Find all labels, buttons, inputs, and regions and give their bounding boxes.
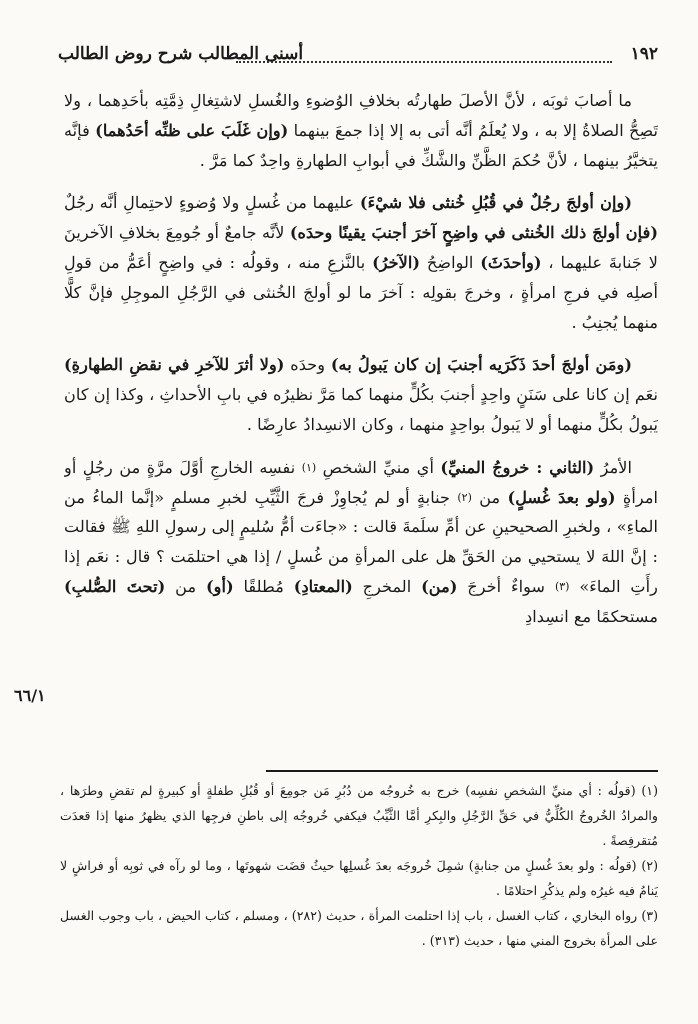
footnote-reference: (١) [301,460,317,474]
footnote-reference: (٢) [457,490,472,504]
footnote-reference: (٣) [554,579,570,593]
text-run: ما أصابَ ثوبَه ، لأنَّ الأصلَ طهارتُه بخلافِ الوُضوءِ والغُسلِ لاشتِغالِ ذِمَّتِه بأحَدِهما ، ولا تَصِحُّ الصلاةُ إلا به ، ولا يُعلَمُ أنَّه أتى به إلا إذا جمعَ بينهما [64,91,658,140]
bold-text-run: (الثاني : خروجُ المنيِّ) [440,457,595,477]
bold-text-run: (وإن أولجَ رجُلٌ في قُبُلِ خُنثى فلا شيْءَ) [359,193,632,213]
bold-text-run: (فإن أولجَ ذلك الخُنثى في واضِحٍ آخرَ أجنبَ يقينًا وحدَه) [289,223,658,243]
text-run: الواضِحُ [420,252,481,272]
text-run: فإنَّه يتخيَّرُ بينهما ، لأنَّ حُكمَ الظَّنِّ والشَّكِّ في أبوابِ الطهارةِ واحِدٌ كما مَرَّ . [64,120,658,170]
text-run: سواءٌ أخرجَ [457,576,555,596]
bold-text-run: (أو) [205,576,234,596]
page-number: ١٩٢ [630,44,658,64]
text-run: نفسِه الخارجِ أوَّلَ مرَّةٍ من رجُلٍ أو امرأةٍ [64,457,658,507]
footnote-separator [266,770,658,772]
text-run: عليهما من غُسلٍ ولا وُضوءٍ لاحتِمالِ أنَّه رجُلٌ [64,193,360,213]
paragraph-4 [64,453,658,632]
text-run: وحدَه [284,355,331,375]
running-header [58,44,658,70]
text-run: أي منيِّ الشخصِ [316,457,441,477]
footnotes [60,778,658,1014]
text-run: مستحكمًا مع انسِدادِ [525,606,658,626]
bold-text-run: (ومَن أولجَ أحدَ ذَكَرَيه أجنبَ إن كان يَبولُ به) [330,355,632,375]
bold-text-run: (وإن غَلَبَ على ظنِّه أحَدُهما) [95,120,289,140]
bold-text-run: (ولا أثرَ للآخرِ في نقضِ الطهارةِ) [64,355,285,375]
bold-text-run: (من) [421,576,458,596]
footnote-1 [60,778,658,853]
running-title: أسنى المطالب شرح روض الطالب [58,44,304,64]
text-run: جنابةٍ أو لم يُجاوِزْ فرجَ الثَّيِّبِ لخبرِ مسلمٍ «إنَّما الماءُ من الماءِ» ، ولخبرِ الصحيحينِ عن أمِّ سلَمةَ قالت : «جاءَت أمُّ سُليمٍ إلى رسولِ اللهِ ﷺ فقالت : إنَّ اللهَ لا يستحيي من الحَقِّ هل على المرأةِ من غُسلٍ / إذا هي احتلمَت ؟ قال : نعَم إذا رأَتِ الماءَ» [64,487,658,596]
footnote-text: (قولُه : ولو بعدَ غُسلٍ من جنابةٍ) شمِلَ خُروجَه بعدَ غُسلِها حيثُ قضَت شهوتَها ، وما لو رآه في ثوبِه أو فراشٍ لا يَنامُ فيه غيرُه ولم يذكُرِ احتلامًا . [60,858,658,898]
paragraph-2 [64,188,658,337]
paragraph-3 [64,350,658,439]
bold-text-run: (المعتادِ) [293,576,353,596]
manuscript-folio-note: ٦٦/١ [14,686,46,705]
text-run: من [165,576,206,596]
footnote-text: رواه البخاري ، كتاب الغسل ، باب إذا احتلمت المرأة ، حديث (٢٨٢) ، ومسلم ، كتاب الحيض ، باب وجوب الغسل على المرأة بخروج المني منها ، حديث (٣١٣) . [60,908,658,948]
paragraph-1 [64,86,658,175]
text-run: لأنَّه جامعٌ أو جُومِعَ بخلافِ الآخرينَ لا جَنابةَ عليهما ، [64,223,658,272]
bold-text-run: (وأحدَثَ) [480,252,542,272]
text-run: من [471,487,508,507]
footnote-text: (قولُه : أي منيِّ الشخصِ نفسِه) خرج به خُروجُه من دُبُرِ مَن جومِعَ أو قُبُلِ طفلةٍ أو كبيرةٍ لم تقضِ وطرَها ، والمرادُ الخُروجُ الكُلِّيُّ في حَقِّ الرَّجُلِ والبِكرِ أمَّا الثَّيِّبُ فيكفي خُروجُه إلى باطنِ فرجِها الذي يظهرُ منها إذا قعدَت مُتقرفِصةً . [60,783,658,848]
bold-text-run: (الآخرُ) [372,252,421,272]
footnote-number: (١) [641,783,658,798]
text-run: بالنَّزعِ منه ، وقولُه : في واضِحٍ أعَمُّ من قولِ أصلِه في فرجِ امرأةٍ ، وخرجَ بقولِه : آخرَ ما لو أولجَ الخُنثى في الرَّجُلِ الموجِلِ فإنَّ كلًّا منهما يُجنِبُ . [64,252,658,332]
bold-text-run: (تحتَ الصُّلبِ) [64,576,166,596]
bold-text-run: (ولو بعدَ غُسلٍ) [507,487,616,507]
footnote-2 [60,853,658,903]
footnote-number: (٣) [641,908,658,923]
text-run: المخرجِ [352,576,422,596]
text-run: نعَم إن كانا على سَنَنٍ واحِدٍ أجنبَ بكُلٍّ منهما كما مَرَّ نظيرُه في بابِ الأحداثِ ، وكذا إن كان يَبولُ بكُلٍّ منهما أو لا يَبولُ بواحِدٍ منهما ، وكان الانسِدادُ عارِضًا . [64,385,658,434]
footnote-3 [60,903,658,953]
text-run: الأمرُ [594,457,632,477]
text-run: مُطلقًا [233,576,294,596]
footnote-number: (٢) [641,858,658,873]
main-text [64,86,658,746]
